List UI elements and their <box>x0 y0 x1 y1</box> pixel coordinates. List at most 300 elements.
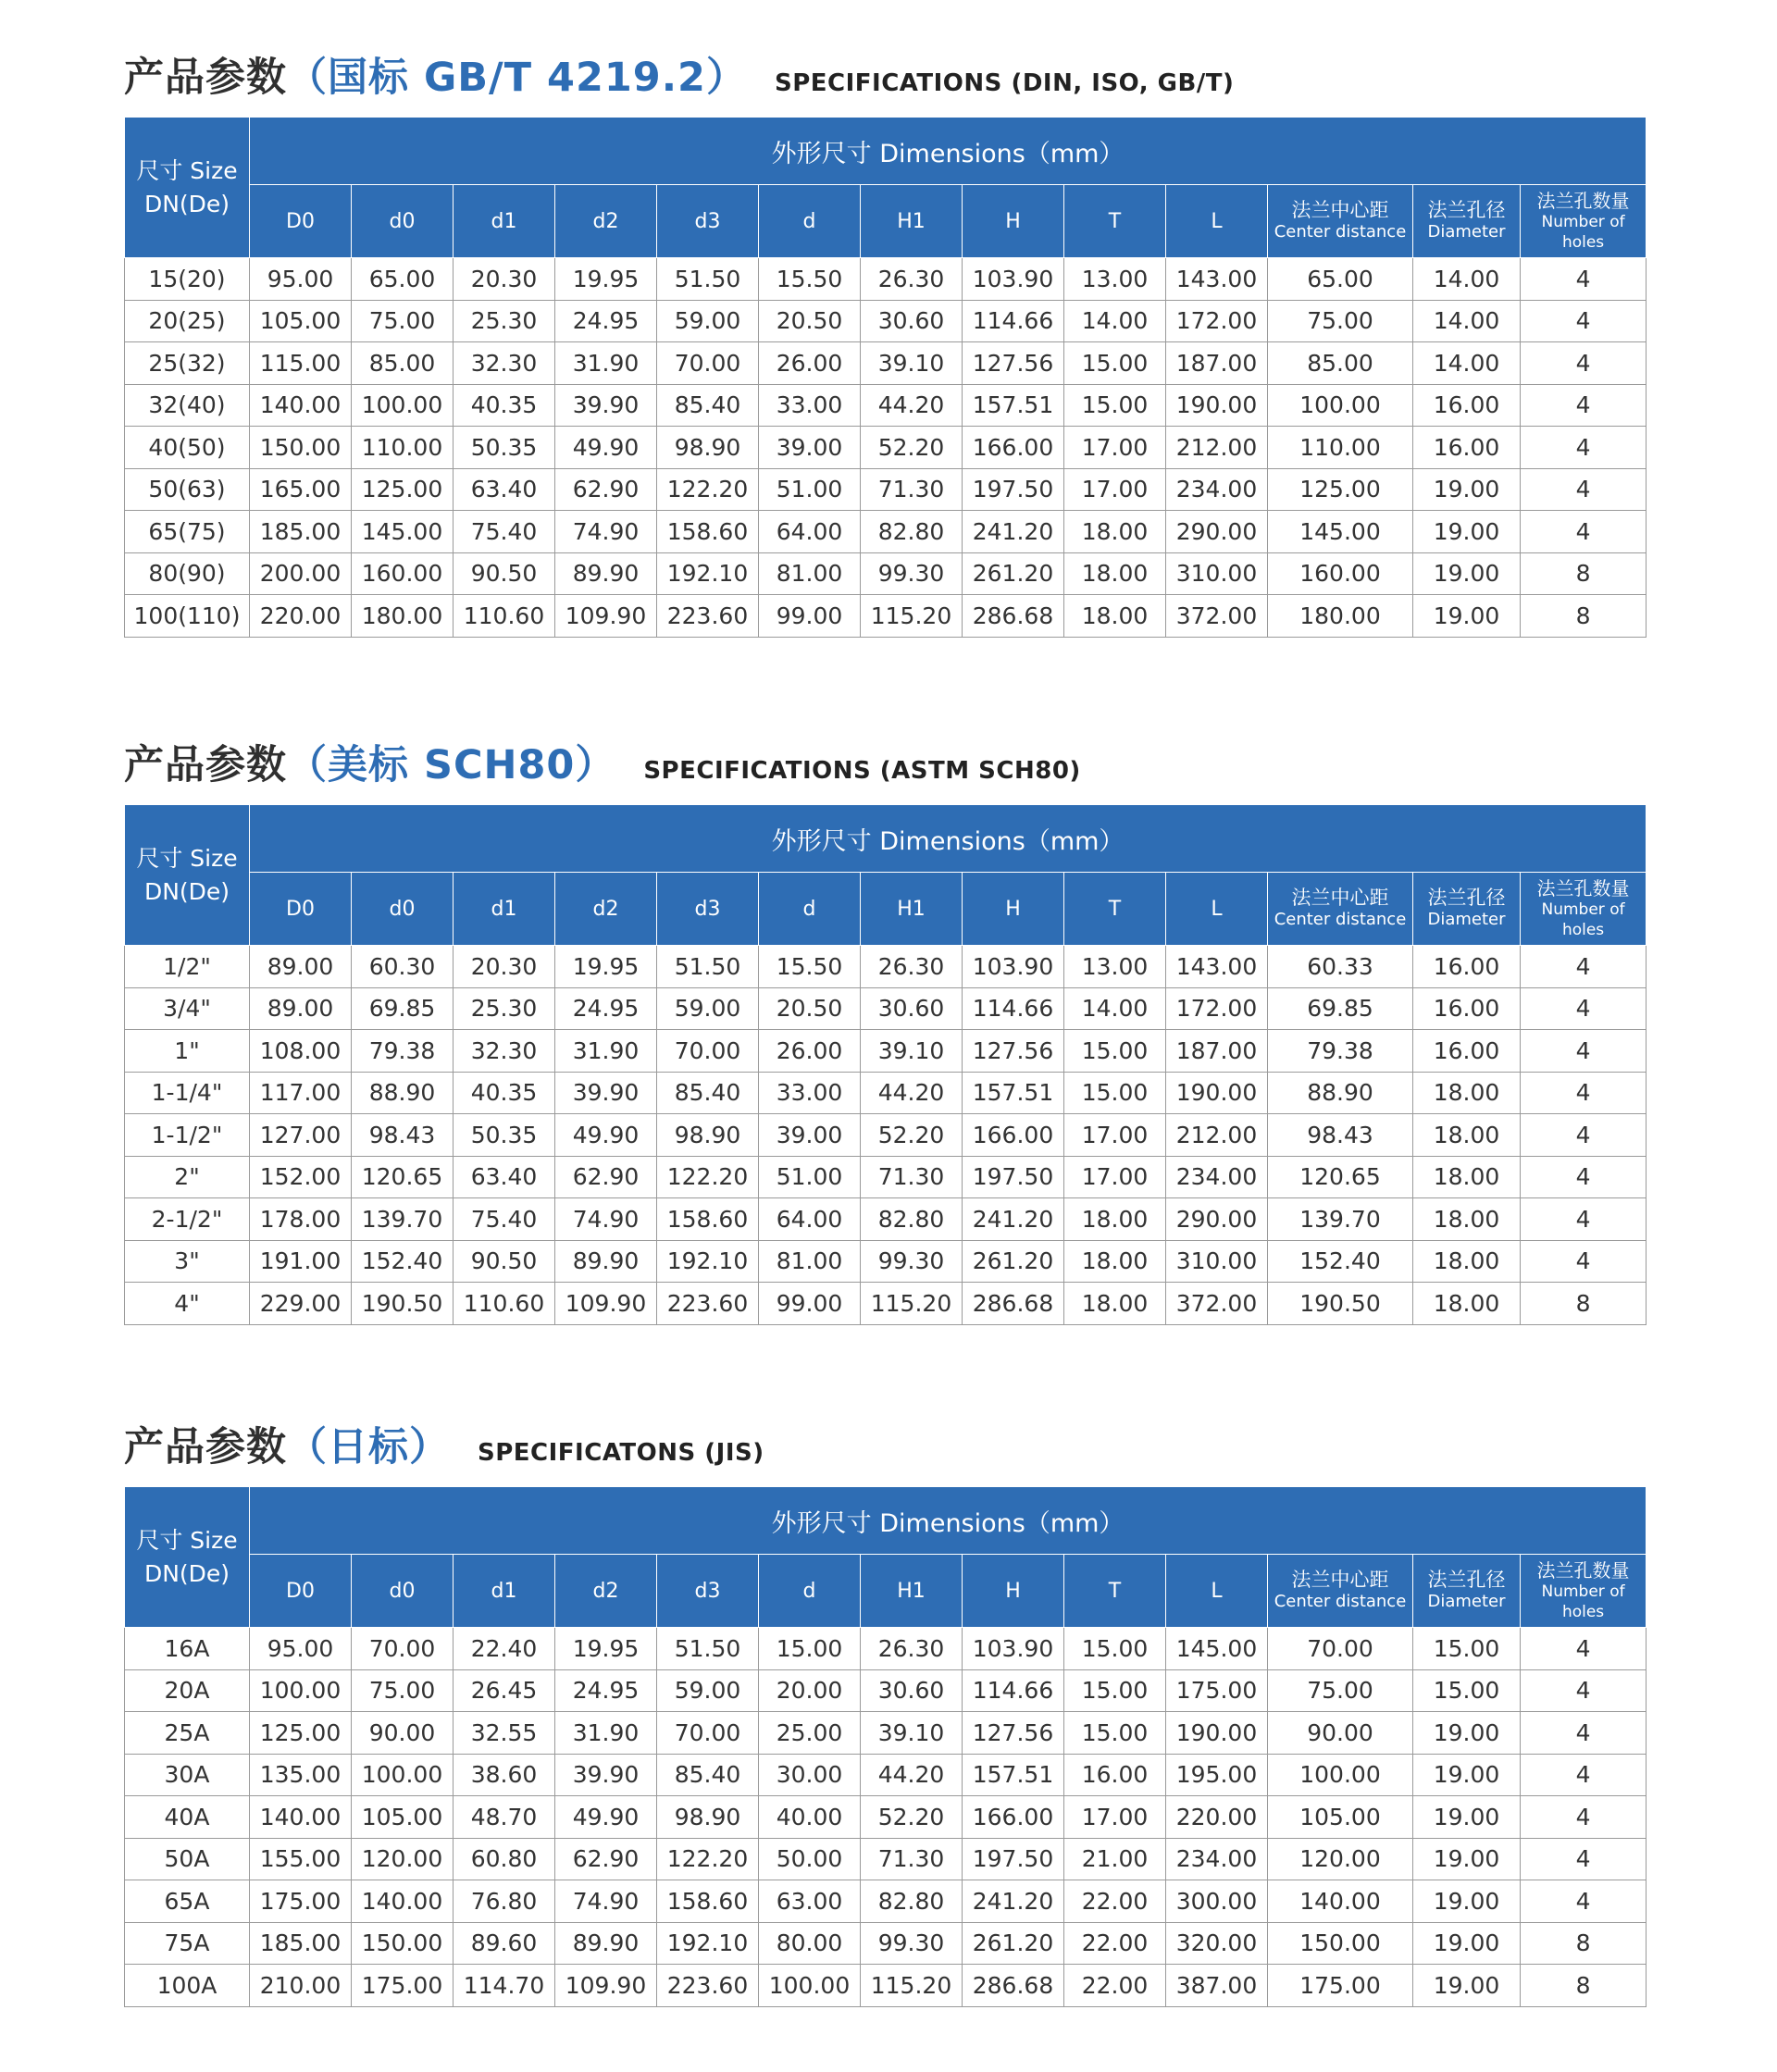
size-cell: 1-1/4" <box>125 1072 250 1114</box>
value-cell: 39.10 <box>861 1030 963 1073</box>
value-cell: 20.50 <box>759 987 861 1030</box>
value-cell: 175.00 <box>1166 1669 1268 1712</box>
value-cell: 110.00 <box>352 427 454 469</box>
value-cell: 15.00 <box>1413 1669 1521 1712</box>
column-header-diameter-en: Diameter <box>1427 1592 1506 1611</box>
size-header-dn: DN(De) <box>143 877 230 905</box>
value-cell: 62.90 <box>555 1838 657 1880</box>
column-header-h1: H1 <box>861 185 963 258</box>
value-cell: 210.00 <box>250 1965 352 2007</box>
table-row <box>125 1198 1647 1241</box>
value-cell: 14.00 <box>1064 300 1166 342</box>
value-cell: 64.00 <box>759 1198 861 1241</box>
value-cell: 50.35 <box>454 427 555 469</box>
value-cell: 15.00 <box>1064 1669 1166 1712</box>
column-header-d: d <box>759 873 861 946</box>
value-cell: 49.90 <box>555 1796 657 1839</box>
size-header <box>125 1487 250 1628</box>
table-row <box>125 946 1647 988</box>
value-cell: 98.43 <box>1268 1114 1413 1157</box>
table-row <box>125 1114 1647 1157</box>
value-cell: 122.20 <box>657 1156 759 1198</box>
value-cell: 103.90 <box>963 946 1064 988</box>
value-cell: 70.00 <box>657 342 759 385</box>
value-cell: 180.00 <box>1268 595 1413 638</box>
title-standard: （日标） <box>287 1424 450 1470</box>
value-cell: 286.68 <box>963 595 1064 638</box>
value-cell: 89.60 <box>454 1922 555 1965</box>
size-header-dn: DN(De) <box>143 190 230 217</box>
value-cell: 261.20 <box>963 1240 1064 1283</box>
size-cell: 32(40) <box>125 384 250 427</box>
column-header-l: L <box>1166 1555 1268 1628</box>
dimensions-header: 外形尺寸 Dimensions（mm） <box>250 1487 1647 1555</box>
column-header-diameter <box>1413 185 1521 258</box>
column-header-diameter-en: Diameter <box>1427 910 1506 929</box>
value-cell: 234.00 <box>1166 1838 1268 1880</box>
value-cell: 99.30 <box>861 1240 963 1283</box>
value-cell: 166.00 <box>963 427 1064 469</box>
size-cell: 65A <box>125 1880 250 1923</box>
size-cell: 20A <box>125 1669 250 1712</box>
column-header-d1: d1 <box>454 873 555 946</box>
value-cell: 85.40 <box>657 384 759 427</box>
value-cell: 19.00 <box>1413 1838 1521 1880</box>
value-cell: 103.90 <box>963 1628 1064 1670</box>
value-cell: 16.00 <box>1413 1030 1521 1073</box>
column-header-d0: D0 <box>250 873 352 946</box>
value-cell: 99.30 <box>861 1922 963 1965</box>
column-header-d1: d1 <box>454 185 555 258</box>
value-cell: 120.65 <box>1268 1156 1413 1198</box>
value-cell: 8 <box>1521 595 1647 638</box>
value-cell: 152.00 <box>250 1156 352 1198</box>
value-cell: 17.00 <box>1064 468 1166 511</box>
value-cell: 80.00 <box>759 1922 861 1965</box>
column-header-d3: d3 <box>657 1555 759 1628</box>
value-cell: 30.60 <box>861 987 963 1030</box>
value-cell: 88.90 <box>1268 1072 1413 1114</box>
section-title <box>124 734 1081 789</box>
column-header-center-distance <box>1268 185 1413 258</box>
value-cell: 17.00 <box>1064 1114 1166 1157</box>
value-cell: 4 <box>1521 987 1647 1030</box>
value-cell: 140.00 <box>250 1796 352 1839</box>
value-cell: 19.00 <box>1413 1880 1521 1923</box>
value-cell: 135.00 <box>250 1754 352 1796</box>
value-cell: 109.90 <box>555 595 657 638</box>
table-row <box>125 1669 1647 1712</box>
value-cell: 30.60 <box>861 300 963 342</box>
value-cell: 90.00 <box>352 1712 454 1755</box>
value-cell: 16.00 <box>1413 987 1521 1030</box>
size-header <box>125 805 250 946</box>
size-cell: 25(32) <box>125 342 250 385</box>
value-cell: 192.10 <box>657 1240 759 1283</box>
value-cell: 105.00 <box>1268 1796 1413 1839</box>
value-cell: 110.60 <box>454 1283 555 1325</box>
value-cell: 18.00 <box>1064 1240 1166 1283</box>
value-cell: 70.00 <box>1268 1628 1413 1670</box>
value-cell: 39.00 <box>759 1114 861 1157</box>
value-cell: 95.00 <box>250 1628 352 1670</box>
column-header-holes <box>1521 873 1647 946</box>
value-cell: 127.56 <box>963 1712 1064 1755</box>
value-cell: 62.90 <box>555 468 657 511</box>
value-cell: 108.00 <box>250 1030 352 1073</box>
value-cell: 15.50 <box>759 946 861 988</box>
value-cell: 152.40 <box>352 1240 454 1283</box>
value-cell: 234.00 <box>1166 1156 1268 1198</box>
value-cell: 127.56 <box>963 1030 1064 1073</box>
size-cell: 50A <box>125 1838 250 1880</box>
value-cell: 197.50 <box>963 468 1064 511</box>
spec-table <box>124 804 1647 1325</box>
section-title <box>124 1416 764 1471</box>
value-cell: 44.20 <box>861 384 963 427</box>
value-cell: 197.50 <box>963 1156 1064 1198</box>
value-cell: 125.00 <box>1268 468 1413 511</box>
value-cell: 165.00 <box>250 468 352 511</box>
value-cell: 76.80 <box>454 1880 555 1923</box>
value-cell: 49.90 <box>555 427 657 469</box>
value-cell: 39.90 <box>555 1754 657 1796</box>
value-cell: 4 <box>1521 1628 1647 1670</box>
value-cell: 15.00 <box>1064 384 1166 427</box>
value-cell: 39.90 <box>555 384 657 427</box>
size-cell: 25A <box>125 1712 250 1755</box>
value-cell: 100.00 <box>352 384 454 427</box>
size-cell: 40A <box>125 1796 250 1839</box>
table-row <box>125 1796 1647 1839</box>
value-cell: 261.20 <box>963 552 1064 595</box>
value-cell: 82.80 <box>861 1880 963 1923</box>
column-header-t: T <box>1064 185 1166 258</box>
value-cell: 158.60 <box>657 1198 759 1241</box>
value-cell: 59.00 <box>657 1669 759 1712</box>
spec-table <box>124 1486 1647 2007</box>
value-cell: 18.00 <box>1413 1198 1521 1241</box>
value-cell: 290.00 <box>1166 1198 1268 1241</box>
value-cell: 155.00 <box>250 1838 352 1880</box>
column-header-center-distance-en: Center distance <box>1274 222 1407 242</box>
column-header-d0: d0 <box>352 873 454 946</box>
value-cell: 33.00 <box>759 1072 861 1114</box>
value-cell: 81.00 <box>759 1240 861 1283</box>
value-cell: 25.30 <box>454 300 555 342</box>
value-cell: 30.00 <box>759 1754 861 1796</box>
column-header-diameter-zh: 法兰孔径 <box>1427 887 1506 909</box>
value-cell: 24.95 <box>555 987 657 1030</box>
value-cell: 20.30 <box>454 258 555 301</box>
table-row <box>125 1156 1647 1198</box>
value-cell: 75.00 <box>352 1669 454 1712</box>
value-cell: 63.00 <box>759 1880 861 1923</box>
value-cell: 197.50 <box>963 1838 1064 1880</box>
value-cell: 122.20 <box>657 468 759 511</box>
value-cell: 44.20 <box>861 1754 963 1796</box>
value-cell: 114.66 <box>963 1669 1064 1712</box>
table-row <box>125 342 1647 385</box>
size-cell: 65(75) <box>125 511 250 553</box>
column-header-t: T <box>1064 1555 1166 1628</box>
value-cell: 16.00 <box>1064 1754 1166 1796</box>
column-header-d0: D0 <box>250 185 352 258</box>
value-cell: 241.20 <box>963 1198 1064 1241</box>
size-cell: 3/4" <box>125 987 250 1030</box>
value-cell: 71.30 <box>861 468 963 511</box>
value-cell: 140.00 <box>1268 1880 1413 1923</box>
value-cell: 175.00 <box>352 1965 454 2007</box>
value-cell: 187.00 <box>1166 342 1268 385</box>
value-cell: 88.90 <box>352 1072 454 1114</box>
value-cell: 51.50 <box>657 258 759 301</box>
value-cell: 4 <box>1521 468 1647 511</box>
column-header-h: H <box>963 1555 1064 1628</box>
value-cell: 20.00 <box>759 1669 861 1712</box>
value-cell: 48.70 <box>454 1796 555 1839</box>
value-cell: 14.00 <box>1413 342 1521 385</box>
value-cell: 85.40 <box>657 1754 759 1796</box>
value-cell: 24.95 <box>555 1669 657 1712</box>
column-header-holes-en: Number of holes <box>1541 1582 1625 1621</box>
value-cell: 185.00 <box>250 511 352 553</box>
value-cell: 39.10 <box>861 342 963 385</box>
table-row <box>125 1283 1647 1325</box>
title-en: SPECIFICATIONS (DIN, ISO, GB/T) <box>774 69 1235 97</box>
value-cell: 241.20 <box>963 511 1064 553</box>
value-cell: 19.00 <box>1413 1754 1521 1796</box>
value-cell: 125.00 <box>352 468 454 511</box>
value-cell: 20.30 <box>454 946 555 988</box>
column-header-holes-en: Number of holes <box>1541 900 1625 939</box>
value-cell: 117.00 <box>250 1072 352 1114</box>
value-cell: 52.20 <box>861 1796 963 1839</box>
column-header-d0: d0 <box>352 1555 454 1628</box>
value-cell: 140.00 <box>352 1880 454 1923</box>
column-header-center-distance <box>1268 873 1413 946</box>
column-header-diameter <box>1413 873 1521 946</box>
value-cell: 157.51 <box>963 1072 1064 1114</box>
value-cell: 4 <box>1521 342 1647 385</box>
value-cell: 110.00 <box>1268 427 1413 469</box>
dimensions-header: 外形尺寸 Dimensions（mm） <box>250 118 1647 185</box>
value-cell: 19.00 <box>1413 1712 1521 1755</box>
value-cell: 22.00 <box>1064 1880 1166 1923</box>
value-cell: 160.00 <box>1268 552 1413 595</box>
column-header-d2: d2 <box>555 1555 657 1628</box>
value-cell: 69.85 <box>352 987 454 1030</box>
value-cell: 25.30 <box>454 987 555 1030</box>
title-zh: 产品参数 <box>124 742 287 788</box>
value-cell: 81.00 <box>759 552 861 595</box>
value-cell: 20.50 <box>759 300 861 342</box>
size-cell: 100(110) <box>125 595 250 638</box>
value-cell: 241.20 <box>963 1880 1064 1923</box>
value-cell: 14.00 <box>1064 987 1166 1030</box>
value-cell: 31.90 <box>555 342 657 385</box>
value-cell: 223.60 <box>657 1965 759 2007</box>
value-cell: 187.00 <box>1166 1030 1268 1073</box>
title-zh: 产品参数 <box>124 55 287 101</box>
value-cell: 16.00 <box>1413 384 1521 427</box>
value-cell: 4 <box>1521 1198 1647 1241</box>
value-cell: 166.00 <box>963 1796 1064 1839</box>
value-cell: 16.00 <box>1413 946 1521 988</box>
size-cell: 3" <box>125 1240 250 1283</box>
value-cell: 15.50 <box>759 258 861 301</box>
value-cell: 22.00 <box>1064 1965 1166 2007</box>
size-header-label: 尺寸 Size <box>136 156 238 184</box>
value-cell: 32.55 <box>454 1712 555 1755</box>
value-cell: 372.00 <box>1166 595 1268 638</box>
size-cell: 1" <box>125 1030 250 1073</box>
size-cell: 1/2" <box>125 946 250 988</box>
column-header-d1: d1 <box>454 1555 555 1628</box>
value-cell: 14.00 <box>1413 300 1521 342</box>
table-row <box>125 300 1647 342</box>
value-cell: 50.35 <box>454 1114 555 1157</box>
table-row <box>125 1072 1647 1114</box>
section-title <box>124 46 1234 102</box>
value-cell: 31.90 <box>555 1712 657 1755</box>
value-cell: 33.00 <box>759 384 861 427</box>
value-cell: 40.00 <box>759 1796 861 1839</box>
spec-table <box>124 117 1647 638</box>
value-cell: 60.33 <box>1268 946 1413 988</box>
table-row <box>125 1628 1647 1670</box>
value-cell: 4 <box>1521 946 1647 988</box>
value-cell: 99.30 <box>861 552 963 595</box>
column-header-d0: D0 <box>250 1555 352 1628</box>
value-cell: 286.68 <box>963 1965 1064 2007</box>
value-cell: 26.00 <box>759 342 861 385</box>
value-cell: 372.00 <box>1166 1283 1268 1325</box>
value-cell: 220.00 <box>250 595 352 638</box>
column-header-holes-zh: 法兰孔数量 <box>1536 876 1630 900</box>
size-cell: 80(90) <box>125 552 250 595</box>
size-header-dn: DN(De) <box>143 1559 230 1587</box>
value-cell: 19.00 <box>1413 468 1521 511</box>
value-cell: 40.35 <box>454 384 555 427</box>
title-standard: （美标 SCH80） <box>287 742 616 788</box>
title-en: SPECIFICATONS (JIS) <box>478 1439 764 1467</box>
value-cell: 38.60 <box>454 1754 555 1796</box>
value-cell: 69.85 <box>1268 987 1413 1030</box>
value-cell: 51.50 <box>657 946 759 988</box>
value-cell: 18.00 <box>1413 1072 1521 1114</box>
value-cell: 26.30 <box>861 258 963 301</box>
value-cell: 17.00 <box>1064 1796 1166 1839</box>
value-cell: 127.56 <box>963 342 1064 385</box>
value-cell: 85.40 <box>657 1072 759 1114</box>
column-header-holes-en: Number of holes <box>1541 212 1625 252</box>
value-cell: 158.60 <box>657 511 759 553</box>
size-cell: 50(63) <box>125 468 250 511</box>
value-cell: 109.90 <box>555 1965 657 2007</box>
value-cell: 8 <box>1521 1965 1647 2007</box>
value-cell: 114.66 <box>963 300 1064 342</box>
value-cell: 18.00 <box>1064 511 1166 553</box>
value-cell: 4 <box>1521 427 1647 469</box>
value-cell: 15.00 <box>1413 1628 1521 1670</box>
value-cell: 25.00 <box>759 1712 861 1755</box>
value-cell: 160.00 <box>352 552 454 595</box>
value-cell: 62.90 <box>555 1156 657 1198</box>
size-header-label: 尺寸 Size <box>136 1526 238 1554</box>
value-cell: 4 <box>1521 1796 1647 1839</box>
value-cell: 40.35 <box>454 1072 555 1114</box>
value-cell: 17.00 <box>1064 1156 1166 1198</box>
value-cell: 234.00 <box>1166 468 1268 511</box>
value-cell: 51.00 <box>759 468 861 511</box>
value-cell: 105.00 <box>250 300 352 342</box>
value-cell: 212.00 <box>1166 1114 1268 1157</box>
value-cell: 71.30 <box>861 1156 963 1198</box>
value-cell: 143.00 <box>1166 946 1268 988</box>
size-header-label: 尺寸 Size <box>136 844 238 872</box>
value-cell: 190.50 <box>352 1283 454 1325</box>
value-cell: 4 <box>1521 1880 1647 1923</box>
table-row <box>125 1712 1647 1755</box>
value-cell: 13.00 <box>1064 946 1166 988</box>
size-cell: 40(50) <box>125 427 250 469</box>
table-row <box>125 1965 1647 2007</box>
value-cell: 75.00 <box>352 300 454 342</box>
table-row <box>125 1880 1647 1923</box>
value-cell: 191.00 <box>250 1240 352 1283</box>
value-cell: 15.00 <box>1064 1628 1166 1670</box>
value-cell: 15.00 <box>1064 1072 1166 1114</box>
value-cell: 103.90 <box>963 258 1064 301</box>
value-cell: 310.00 <box>1166 1240 1268 1283</box>
column-header-holes <box>1521 185 1647 258</box>
value-cell: 115.20 <box>861 1283 963 1325</box>
value-cell: 152.40 <box>1268 1240 1413 1283</box>
value-cell: 172.00 <box>1166 987 1268 1030</box>
value-cell: 24.95 <box>555 300 657 342</box>
column-header-h: H <box>963 873 1064 946</box>
value-cell: 71.30 <box>861 1838 963 1880</box>
value-cell: 150.00 <box>250 427 352 469</box>
size-cell: 15(20) <box>125 258 250 301</box>
value-cell: 31.90 <box>555 1030 657 1073</box>
value-cell: 175.00 <box>250 1880 352 1923</box>
value-cell: 99.00 <box>759 1283 861 1325</box>
value-cell: 51.00 <box>759 1156 861 1198</box>
value-cell: 320.00 <box>1166 1922 1268 1965</box>
value-cell: 115.00 <box>250 342 352 385</box>
value-cell: 30.60 <box>861 1669 963 1712</box>
column-header-h: H <box>963 185 1064 258</box>
value-cell: 22.00 <box>1064 1922 1166 1965</box>
value-cell: 4 <box>1521 384 1647 427</box>
value-cell: 310.00 <box>1166 552 1268 595</box>
value-cell: 223.60 <box>657 1283 759 1325</box>
value-cell: 19.95 <box>555 1628 657 1670</box>
title-standard: （国标 GB/T 4219.2） <box>287 55 747 101</box>
value-cell: 22.40 <box>454 1628 555 1670</box>
value-cell: 21.00 <box>1064 1838 1166 1880</box>
value-cell: 100.00 <box>1268 384 1413 427</box>
value-cell: 18.00 <box>1064 595 1166 638</box>
value-cell: 185.00 <box>250 1922 352 1965</box>
value-cell: 100.00 <box>250 1669 352 1712</box>
value-cell: 4 <box>1521 1114 1647 1157</box>
value-cell: 15.00 <box>1064 1030 1166 1073</box>
value-cell: 139.70 <box>352 1198 454 1241</box>
value-cell: 14.00 <box>1413 258 1521 301</box>
